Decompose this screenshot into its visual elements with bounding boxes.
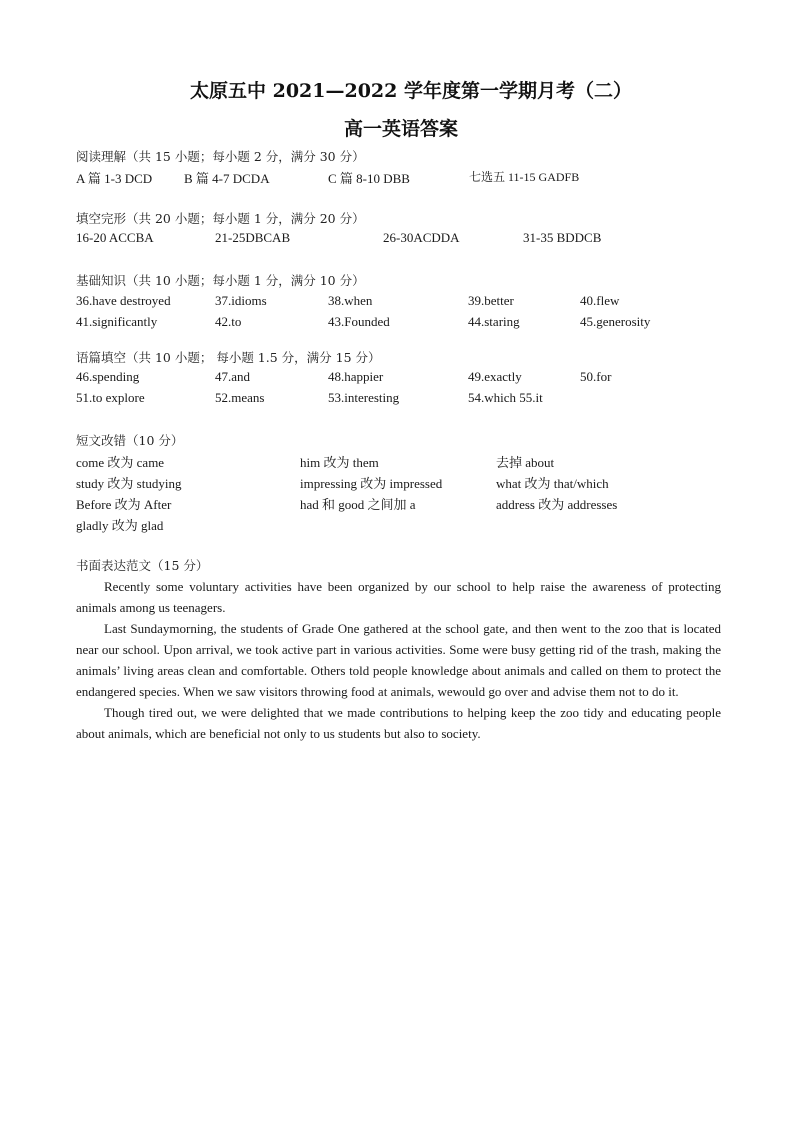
cloze-answer: 16-20 ACCBA bbox=[76, 230, 154, 245]
basics-answer: 43.Founded bbox=[328, 314, 390, 329]
grammar-answer: 52.means bbox=[215, 390, 265, 405]
page-subtitle: 高一英语答案 bbox=[343, 118, 458, 140]
basics-answer: 40.flew bbox=[580, 293, 620, 308]
grammar-answer: 46.spending bbox=[76, 369, 140, 384]
grammar-answer: 48.happier bbox=[328, 369, 384, 384]
cloze-answers-row bbox=[0, 230, 794, 251]
correction-item: address 改为 addresses bbox=[496, 497, 618, 512]
correction-item: had 和 good 之间加 a bbox=[300, 497, 416, 512]
correction-item: what 改为 that/which bbox=[496, 476, 609, 491]
reading-answer: A 篇 1-3 DCD bbox=[76, 171, 153, 186]
reading-heading: 阅读理解（共 15 小题；每小题 2 分，满分 30 分） bbox=[76, 149, 365, 164]
page-title: 太原五中 2021—2022 学年度第一学期月考（二） bbox=[190, 80, 632, 102]
cloze-answer: 31-35 BDDCB bbox=[523, 230, 602, 245]
correction-item: come 改为 came bbox=[76, 455, 165, 470]
basics-answer: 41.significantly bbox=[76, 314, 158, 329]
basics-answer: 38.when bbox=[328, 293, 373, 308]
correction-item: him 改为 them bbox=[300, 455, 379, 470]
basics-answer: 36.have destroyed bbox=[76, 293, 171, 308]
correction-row bbox=[0, 494, 794, 515]
grammar-heading: 语篇填空（共 10 小题； 每小题 1.5 分，满分 15 分） bbox=[76, 350, 381, 365]
writing-heading: 书面表达范文（15 分） bbox=[76, 558, 209, 573]
correction-item: impressing 改为 impressed bbox=[300, 476, 443, 491]
reading-answer: B 篇 4-7 DCDA bbox=[184, 171, 270, 186]
reading-answers-row bbox=[0, 168, 794, 189]
reading-answer: 七选五 11-15 GADFB bbox=[469, 170, 580, 184]
essay-paragraph: Recently some voluntary activities have been organized by our school to help raise the awareness of protecting animals among us teenagers. bbox=[76, 579, 721, 615]
correction-row bbox=[0, 515, 794, 536]
cloze-answer: 26-30ACDDA bbox=[383, 230, 460, 245]
correction-item: Before 改为 After bbox=[76, 497, 172, 512]
basics-row bbox=[0, 293, 794, 314]
correction-heading: 短文改错（10 分） bbox=[76, 433, 184, 448]
basics-row bbox=[0, 314, 794, 335]
essay-paragraph: Though tired out, we were delighted that we made contributions to helping keep the zoo tidy and educating people about animals, which are beneficial not only to us students but also to society. bbox=[76, 705, 721, 741]
cloze-answer: 21-25DBCAB bbox=[215, 230, 291, 245]
basics-answer: 37.idioms bbox=[215, 293, 267, 308]
grammar-answer: 54.which 55.it bbox=[468, 390, 543, 405]
correction-item: study 改为 studying bbox=[76, 476, 182, 491]
correction-row bbox=[0, 452, 794, 473]
grammar-answer: 51.to explore bbox=[76, 390, 145, 405]
grammar-row bbox=[0, 390, 794, 411]
cloze-heading: 填空完形（共 20 小题；每小题 1 分，满分 20 分） bbox=[76, 211, 365, 226]
grammar-row bbox=[0, 369, 794, 390]
essay-paragraph: Last Sundaymorning, the students of Grade One gathered at the school gate, and then went to the zoo that is located near our school. Upon arrival, we took active part in various activities. Some were busy getting rid of the trash, making the animals’ living areas clean and comfortable. Others told people knowledge about animals and called on them to protect the endangered species. When we saw visitors throwing food at animals, wewould go over and advise them not to do it. bbox=[76, 621, 721, 699]
basics-answer: 45.generosity bbox=[580, 314, 651, 329]
correction-item: 去掉 about bbox=[496, 455, 555, 470]
model-essay bbox=[76, 576, 721, 744]
basics-answer: 44.staring bbox=[468, 314, 520, 329]
grammar-answer: 50.for bbox=[580, 369, 612, 384]
basics-answer: 39.better bbox=[468, 293, 514, 308]
basics-answer: 42.to bbox=[215, 314, 242, 329]
basics-heading: 基础知识（共 10 小题；每小题 1 分，满分 10 分） bbox=[76, 273, 365, 288]
grammar-answer: 53.interesting bbox=[328, 390, 400, 405]
grammar-answer: 47.and bbox=[215, 369, 251, 384]
grammar-answer: 49.exactly bbox=[468, 369, 522, 384]
correction-item: gladly 改为 glad bbox=[76, 518, 164, 533]
reading-answer: C 篇 8-10 DBB bbox=[328, 171, 410, 186]
correction-row bbox=[0, 473, 794, 494]
